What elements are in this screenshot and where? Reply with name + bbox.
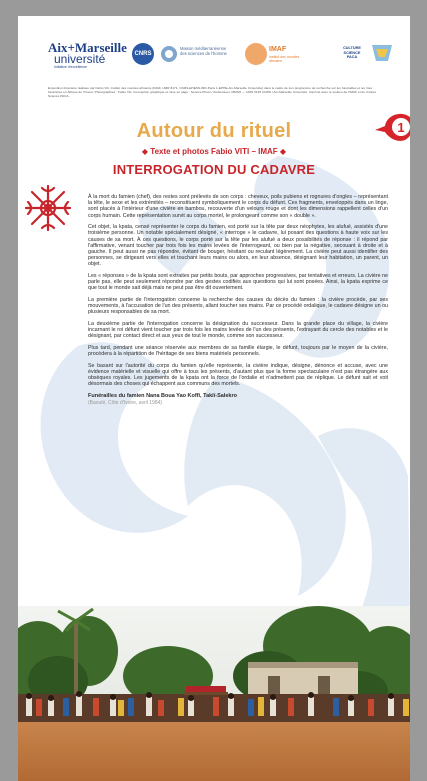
paragraph: Se basant sur l'autorité du corps du famien qu'elle représente, la civière indique, désigne, dénonce et accuse, avec une évidence matérielle et visuelle qui offre à tous les présents, d'autant plus que la forme spectaculaire n'est pas étrangère aux obsèques royales. Les jugements de la kpata ont la force de l'ordalie et n'admettent pas de réplique. Le défunt sait et voit désormais des choses qui échappent aux communs des mortels.	[88, 362, 388, 388]
imaf-mark-icon	[245, 43, 267, 65]
partner-logos	[48, 41, 398, 81]
imaf-logo-text: IMAF	[269, 46, 287, 53]
imaf-logo	[245, 43, 305, 67]
region-logo	[368, 41, 396, 65]
amu-logo-tagline: Initiative d'excellence	[54, 65, 87, 69]
paragraph: La première partie de l'interrogation concerne la recherche des causes du décès du famien : la civière procède, par ses mouvements, à l'accusation de l'un des présents, allant toucher ses mains. Par ce procédé ordalique, le cadavre désigne un ou plusieurs responsables de sa mort.	[88, 297, 388, 316]
imaf-logo-subtitle: Institut des mondes africains	[269, 55, 300, 63]
amu-logo-title: Aix+Marseille	[48, 40, 127, 55]
amu-logo-subtitle: université	[54, 52, 106, 66]
paragraph: Les « réponses » de la kpata sont extraites par petits bouts, par approches progressives, par tentatives et erreurs. La civière ne parle pas, elle peut seulement répondre par des gestes codifiés aux questions qui lui sont posées. Ainsi, la kpata exprime ce que tout le monde sait déjà mais ne peut pas être dit ouvertement.	[88, 273, 388, 292]
paragraph: La deuxième partie de l'interrogation concerne la désignation du successeur. Dans la grande place du village, la civière incarnant le roi défunt vient toucher par trois fois les mains levées de l'un des présents, l'extrayant du cercle des notables et le désignant, par contact direct et aux yeux de tout le monde, comme son successeur.	[88, 321, 388, 340]
page-number: 1	[397, 120, 405, 135]
photo-caption-title: Funérailles du famien Nana Boua Yao Koffi, Takiï-Salekro	[88, 393, 237, 400]
credits-text: Exposition itinérante réalisée par Fabio Viti, Institut des mondes africains (IMAF, UMR 8171, CNRS-EHESS-IRD-Paris 1-EPHE-Aix-Marseille Université) dans le cadre de son programme de recherche sur les funérailles et les rites funéraires en Afrique de l'Ouest. Photographies : Fabio Viti. Conception graphique et mise en page : Service Photo / Audiovisuel, MMSH — UMS 3125 CNRS / Aix-Marseille Université. Imprimé avec le soutien de l'IMAF et de Culture Science PACA.	[48, 86, 377, 99]
mmsh-mark-icon	[160, 45, 178, 63]
adinkra-emblem-icon	[22, 182, 74, 234]
page-title: Autour du rituel	[136, 120, 292, 142]
ceremony-photo	[18, 606, 410, 781]
paragraph: Plus tard, pendant une séance réservée aux membres de sa famille élargie, le défunt, toujours par le moyen de la civière, procèdera à la répartition de l'héritage de ses biens matériels personnels.	[88, 345, 388, 358]
cnrs-logo: CNRS	[132, 43, 154, 65]
amu-logo	[48, 41, 128, 69]
article-body	[88, 194, 388, 406]
mmsh-logo-text: Maison méditerranéenne des sciences de l'homme	[180, 46, 227, 56]
photo-caption-source: (Baoulé, Côte d'Ivoire, avril 1984)	[88, 400, 163, 407]
paragraph: À la mort du famien (chef), des restes sont prélevés de son corps : cheveux, poils pubiens et rognures d'ongles – représentant la tête, le sexe et les extrémités – reconstituent symboliquement le corps du défunt. Ces fragments, enveloppés dans un linge, sont placés à l'intérieur d'une civière en bambou, recouverte d'un velours rouge et dont les dimensions rappellent celles d'un corps humain. Cette représentation survit au corps mortel, le prolongeant comme son « double ».	[88, 194, 388, 219]
section-title: INTERROGATION DU CADAVRE	[112, 162, 316, 177]
mmsh-logo	[160, 43, 230, 67]
culture-science-logo: CULTURE SCIENCE PACA	[343, 46, 361, 59]
paragraph: Cet objet, la kpata, censé représenter le corps du famien, est porté sur la tête par deux néophytes, les alufué, assistés d'une troisième personne. Un notable spécialement désigné, « interroge » le cadavre, lui posant des questions à haute voix sur les causes de sa mort. À ces questions, le corps porté sur la tête par les alufué a deux possibilités de réponse : il répond par l'affirmative, venant toucher par trois fois les mains levées de l'interrogeant, ou bien par la négative, secouant à droite et à gauche. Il peut aussi ne pas répondre, évitant de bouger, hésitant ou reculant légèrement. La civière peut aussi identifier des personnes, se dirigeant vers elles et touchant leurs mains ou alors, en leur absence, désignant leur habitation, un parent, un objet.	[88, 224, 388, 268]
exhibition-panel	[18, 16, 410, 781]
byline: ◆ Texte et photos Fabio VITI – IMAF ◆	[141, 147, 287, 156]
